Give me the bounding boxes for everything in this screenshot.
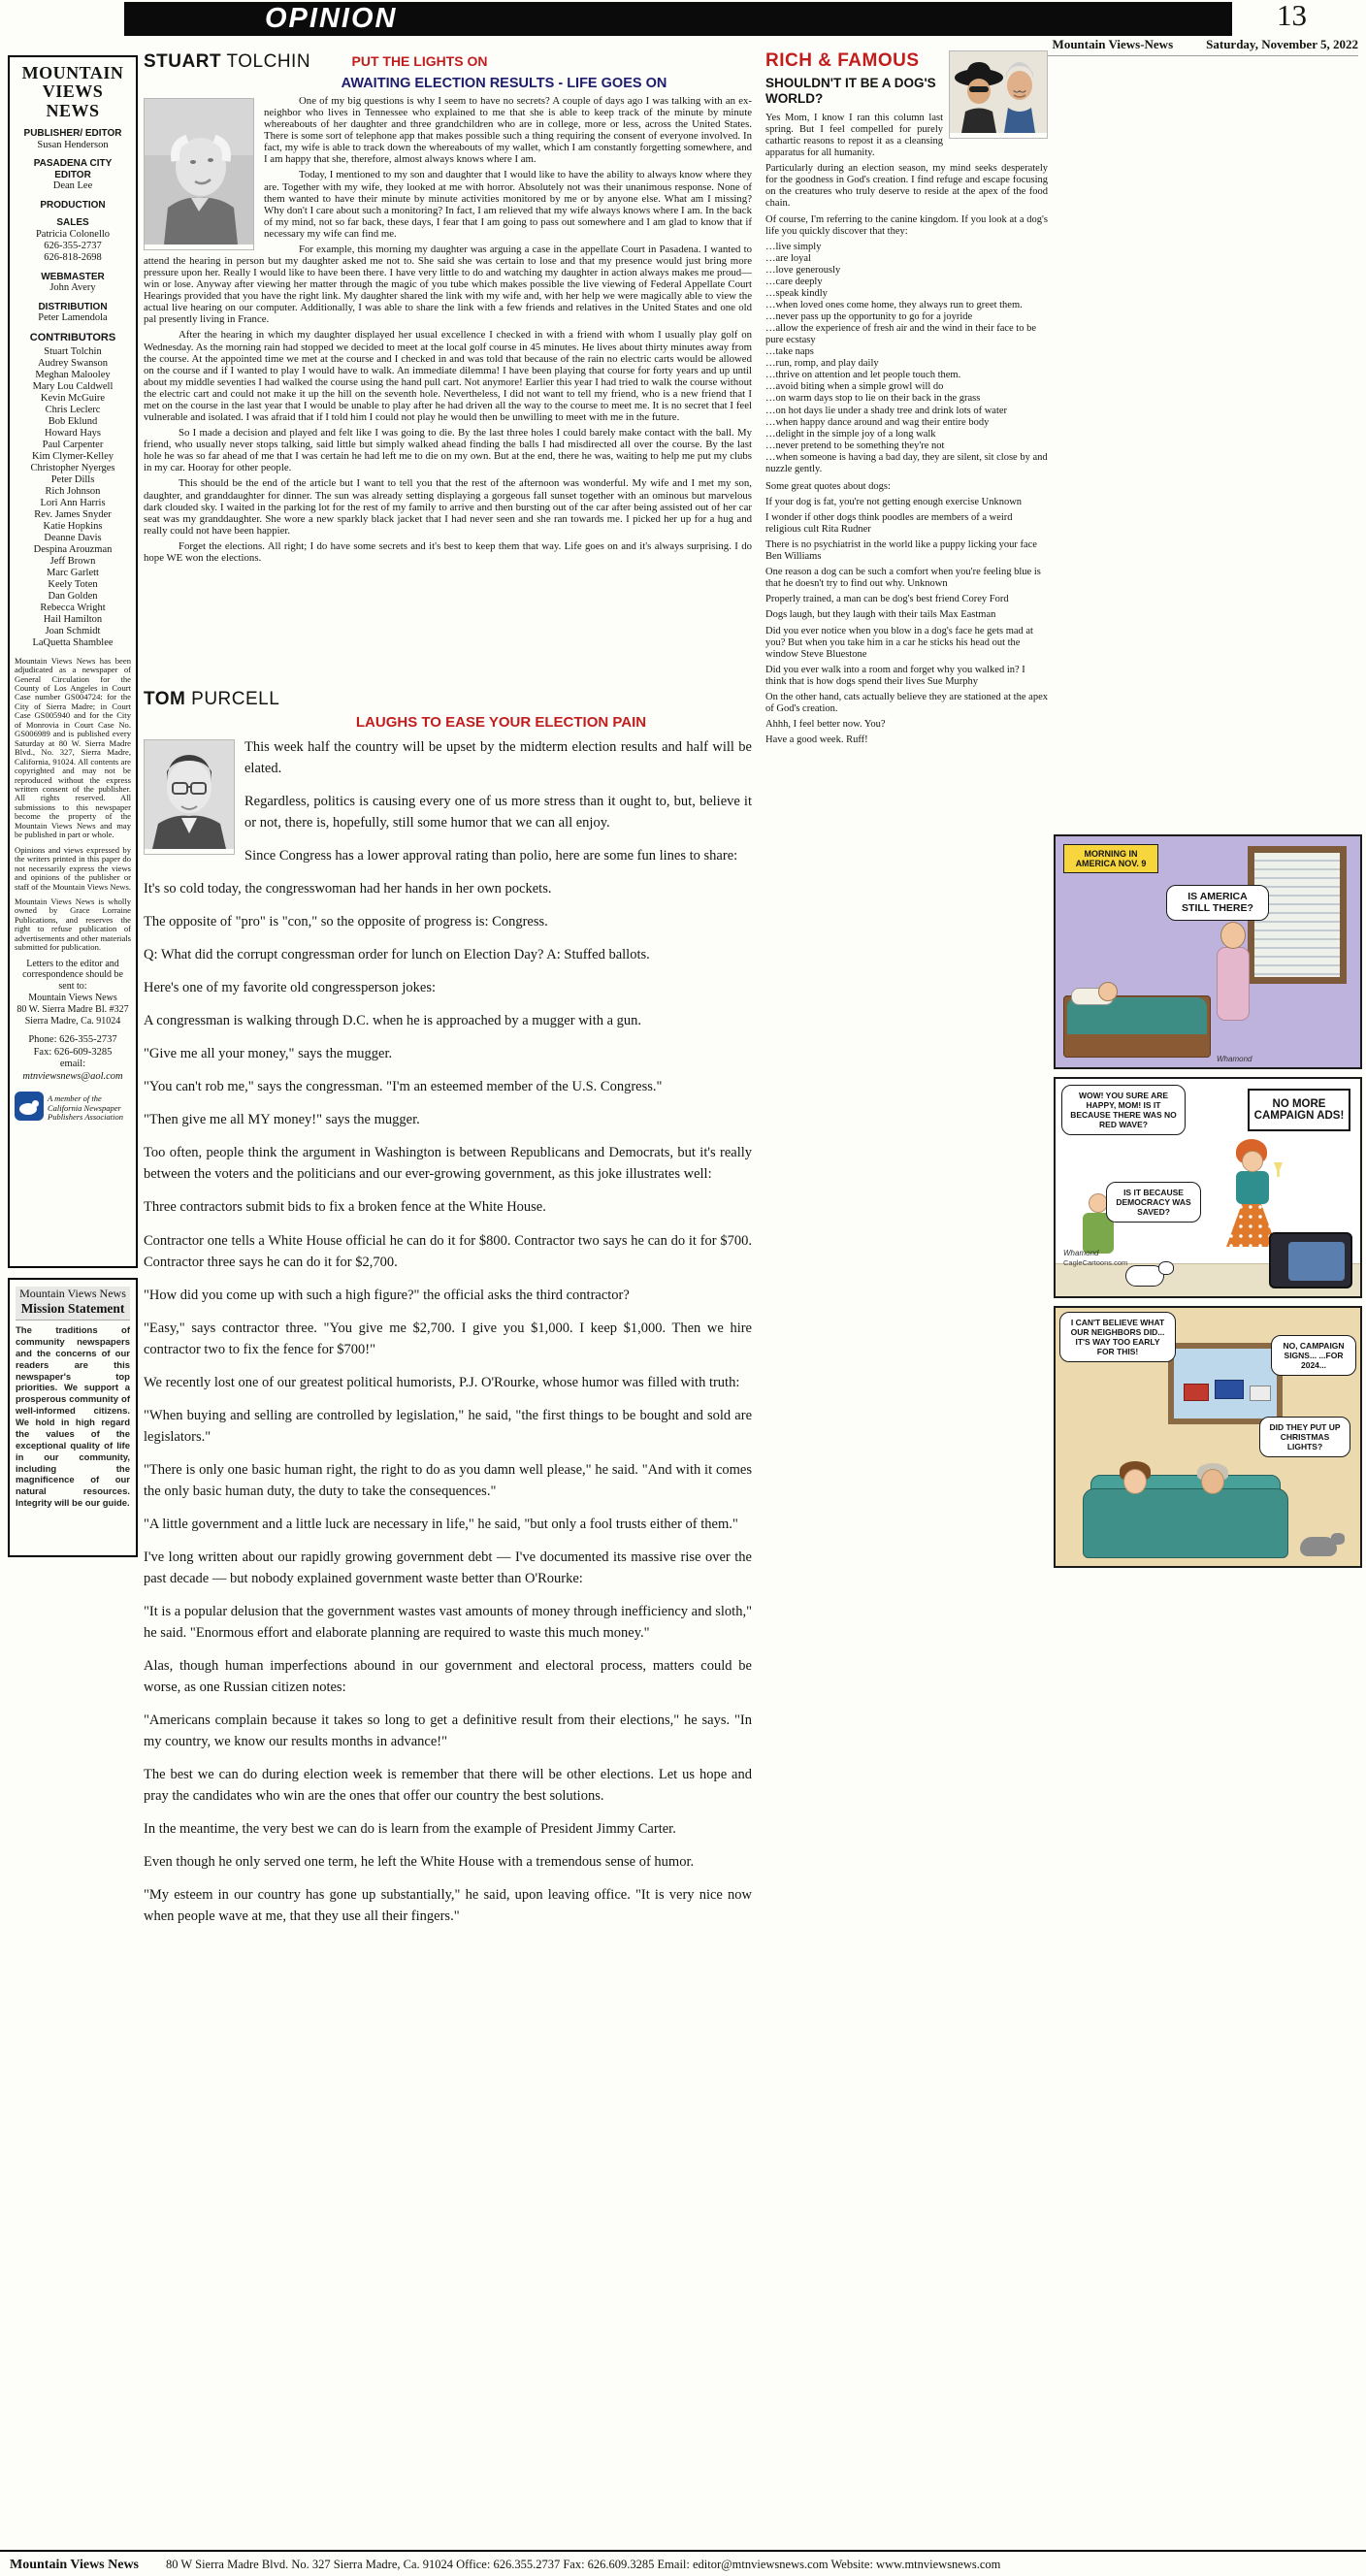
footer-paper-name: Mountain Views News bbox=[10, 2558, 140, 2572]
cnpa-text: A member of the California Newspaper Publishers Association bbox=[48, 1092, 123, 1123]
author-last-name: PURCELL bbox=[191, 689, 280, 709]
author-first-name: STUART bbox=[144, 51, 222, 72]
speech-bubble: IS IT BECAUSE DEMOCRACY WAS SAVED? bbox=[1106, 1182, 1201, 1223]
article-paragraph: The best we can do during election week is remember that there will be other elections. Let us hope and pray the candidates who win are the ones that offer our country the best solutions. bbox=[144, 1767, 752, 1805]
yard-sign-red bbox=[1184, 1384, 1209, 1401]
sleeping-figure bbox=[1098, 982, 1118, 1001]
role-title: PRODUCTION bbox=[40, 199, 106, 211]
author-last-name: TOLCHIN bbox=[226, 51, 311, 72]
article-paragraph: So I made a decision and played and felt like I was going to die. By the last three holes I could barely make contact with the ball. My friend, who usually never stops talking, said little but simply walked ahead finding the balls I had misdirected all over the course. By the last hole he was so far ahead of me that I was certain he had left me to die on my own. But at the end, there he was, waiting to help me put my clubs in my car. Hooray for other people. bbox=[144, 427, 752, 474]
standing-figure-head bbox=[1220, 922, 1246, 949]
mission-heading: Mission Statement bbox=[16, 1301, 130, 1321]
speech-bubble: I CAN'T BELIEVE WHAT OUR NEIGHBORS DID... IT'S WAY TOO EARLY FOR THIS! bbox=[1059, 1312, 1176, 1362]
dog-trait: …on hot days lie under a shady tree and drink lots of water bbox=[765, 405, 1008, 416]
champagne-glass bbox=[1274, 1162, 1283, 1177]
dog-graphic-head bbox=[1158, 1261, 1174, 1275]
contributors-heading: CONTRIBUTORS bbox=[29, 332, 116, 344]
letters-address bbox=[15, 959, 131, 1027]
article-paragraph: Three contractors submit bids to fix a broken fence at the White House. bbox=[144, 1199, 546, 1216]
role-names: John Avery bbox=[49, 282, 96, 294]
article-paragraph: Forget the elections. All right; I do have some secrets and it's best to keep them that way. Life goes on and it's always surprising. I do hope WE won the elections. bbox=[144, 539, 752, 564]
masthead-line: NEWS bbox=[46, 100, 100, 120]
author-name bbox=[144, 689, 279, 709]
role-names: Peter Lamendola bbox=[38, 312, 108, 324]
column-title: SHOULDN'T IT BE A DOG'S WORLD? bbox=[765, 76, 936, 106]
dog-trait: …delight in the simple joy of a long walk bbox=[765, 428, 936, 440]
editorial-cartoons bbox=[1054, 834, 1362, 1576]
contributor-name: Jeff Brown bbox=[49, 555, 96, 567]
role-title: DISTRIBUTION bbox=[38, 301, 108, 312]
contributor-name: Dan Golden bbox=[48, 590, 98, 602]
column-paragraph: Have a good week. Ruff! bbox=[765, 734, 868, 746]
column-closing bbox=[765, 692, 1048, 746]
article-paragraph: "My esteem in our country has gone up substantially," he said, upon leaving office. "It is very nice now when people wave at me, that they use all their fingers." bbox=[144, 1887, 752, 1925]
staff-role bbox=[15, 217, 131, 265]
author-first-name: TOM bbox=[144, 689, 186, 709]
yard-sign-white bbox=[1250, 1386, 1271, 1401]
dog-trait: …on warm days stop to lie on their back in the grass bbox=[765, 393, 981, 405]
dog-trait: …when loved ones come home, they always run to greet them. bbox=[765, 299, 1023, 310]
contributor-name: Rich Johnson bbox=[45, 486, 101, 498]
contributor-name: Stuart Tolchin bbox=[44, 346, 102, 358]
speech-bubble: NO, CAMPAIGN SIGNS... ...FOR 2024... bbox=[1271, 1335, 1356, 1376]
article-paragraph: "How did you come up with such a high figure?" the official asks the third contractor? bbox=[144, 1287, 630, 1303]
quotes-intro: Some great quotes about dogs: bbox=[765, 480, 891, 492]
column-paragraph: Ahhh, I feel better now. You? bbox=[765, 718, 886, 730]
woman-one-head bbox=[1123, 1469, 1147, 1494]
legal-paragraph: Opinions and views expressed by the writers printed in this paper do not necessarily express the views and opinions of the publisher or staff of the Mountain Views News. bbox=[15, 844, 131, 892]
dog-quote: There is no psychiatrist in the world like a puppy licking your face Ben Williams bbox=[765, 539, 1037, 563]
contact-line: email: bbox=[59, 1059, 86, 1070]
rich-and-famous-photo bbox=[949, 50, 1048, 139]
contributor-name: Katie Hopkins bbox=[43, 520, 103, 532]
cartoon-caption: MORNING IN AMERICA NOV. 9 bbox=[1063, 844, 1158, 873]
article-paragraph: It's so cold today, the congresswoman had her hands in her own pockets. bbox=[144, 881, 552, 897]
tom-purcell-photo bbox=[144, 739, 235, 855]
letters-line: Mountain Views News bbox=[28, 993, 117, 1004]
speech-bubble: IS AMERICA STILL THERE? bbox=[1166, 885, 1269, 921]
article-body bbox=[144, 736, 752, 1927]
dog-quote: One reason a dog can be such a comfort when you're feeling blue is that he doesn't try to find out why. Unknown bbox=[765, 567, 1041, 590]
staff-role bbox=[15, 158, 131, 192]
staff-role bbox=[15, 302, 131, 325]
masthead-line: MOUNTAIN bbox=[21, 63, 124, 82]
article-paragraph: We recently lost one of our greatest political humorists, P.J. O'Rourke, whose humor was filled with truth: bbox=[144, 1374, 740, 1390]
kid-figure-head bbox=[1089, 1193, 1108, 1213]
cartoon-no-more-campaign-ads bbox=[1054, 1077, 1362, 1298]
paper-name: Mountain Views-News bbox=[1052, 37, 1174, 51]
article-paragraph: Today, I mentioned to my son and daughter that I would like to have the ability to always know where they are. Together with my wife, they looked at me with horror. Absolutely not was their unanimous response. None of them wanted to have their minute by minute activities monitored by me or by anyone else. What am I missing? Why don't I care about such a monitoring? In fact, I am relieved that my wife always knows where I am. In the back of my mind, not so far back, these days, I fear that I am going to pass out somewhere and I am glad to know that if necessary my wife can find me. bbox=[264, 169, 752, 240]
article-paragraph: "When buying and selling are controlled by legislation," he said, "the first things to be bought and sold are legislators." bbox=[144, 1407, 752, 1445]
article-body bbox=[144, 95, 752, 564]
cartoon-morning-in-america bbox=[1054, 834, 1362, 1069]
column-paragraph: Particularly during an election season, my mind seeks desperately for the goodness in God's creation. I find refuge and escape focusing on the creatures who truly deserve to reside at the apex of the food chain. bbox=[765, 163, 1048, 210]
role-names: Patricia Colonello 626-355-2737 626-818-2698 bbox=[35, 228, 111, 264]
yard-sign-blue bbox=[1215, 1380, 1244, 1399]
article-paragraph: "Then give me all MY money!" says the mugger. bbox=[144, 1112, 420, 1128]
article-paragraph: One of my big questions is why I seem to have no secrets? A couple of days ago I was talking with an ex-neighbor who lives in Tennessee who explained to me that she is able to keep track of the minute by minute whereabouts of her daughter and three grandchildren who are in college, more or less, across the United States. There is some sort of telephone app that makes possible such a thing requiring the consent of everyone involved. In fact, my wife is able to track down the whereabouts of my wallet, which I am constantly forgetting somewhere, and I am happy that she, therefore, almost always knows where I am. bbox=[264, 95, 752, 166]
article-paragraph: Since Congress has a lower approval rating than polio, here are some fun lines to share: bbox=[244, 848, 738, 864]
letters-line: Letters to the editor and correspondence should be sent to: bbox=[22, 958, 123, 993]
article-paragraph: Q: What did the corrupt congressman order for lunch on Election Day? A: Stuffed ballots. bbox=[144, 947, 650, 963]
cartoonist-signature: Whamond bbox=[1217, 1055, 1252, 1063]
article-paragraph: For example, this morning my daughter was arguing a case in the appellate Court in Pasadena. I wanted to attend the hearing in person but my daughter asked me not to. She said she was certain to lose and that my presence would just bring more pressure upon her. Really I would like to have been there. I have very little to do and watching my daughter in action always makes me proud—win or lose. Anyway after viewing her matter through the magic of you tube which makes possible the live viewing of Federal Appellate Court Hearings provided that you have the right link. My daughter shared the link with my wife and, with her help we were magically able to view the actual live hearing on our computer. Additionally, I was able to share the link with a few friends and relatives in the United States and one old pal presently living in France. bbox=[144, 243, 752, 326]
contributor-name: Marc Garlett bbox=[47, 567, 99, 578]
woman-two-head bbox=[1201, 1469, 1224, 1494]
article-tolchin bbox=[144, 51, 752, 689]
contributor-name: Rev. James Snyder bbox=[34, 509, 112, 520]
article-paragraph: The opposite of "pro" is "con," so the opposite of progress is: Congress. bbox=[144, 914, 548, 930]
dog-trait: …avoid biting when a simple growl will do bbox=[765, 381, 944, 393]
contact-line: Phone: 626-355-2737 bbox=[28, 1034, 117, 1046]
dog-quote: Properly trained, a man can be dog's best friend Corey Ford bbox=[765, 594, 1009, 605]
column-paragraph: Yes Mom, I know I ran this column last spring. But I feel compelled for purely cathartic reasons to repost it as a cleansing apparatus for all humanity. bbox=[765, 113, 943, 159]
cnpa-logo-icon bbox=[15, 1092, 44, 1125]
article-purcell bbox=[144, 689, 752, 2525]
letters-line: Sierra Madre, Ca. 91024 bbox=[24, 1015, 121, 1027]
dancing-mom-head bbox=[1242, 1151, 1263, 1172]
contributor-name: Chris Leclerc bbox=[45, 405, 101, 416]
staff-role bbox=[15, 200, 131, 212]
dog-quote: Dogs laugh, but they laugh with their tails Max Eastman bbox=[765, 609, 996, 621]
cartoon-credit: CagleCartoons.com bbox=[1063, 1258, 1128, 1267]
dog-quote: Did you ever walk into a room and forget why you walked in? I think that is how dogs spend their lives Sue Murphy bbox=[765, 664, 1025, 687]
tv-screen-graphic bbox=[1288, 1242, 1345, 1281]
role-title: WEBMASTER bbox=[41, 271, 105, 282]
role-title: SALES bbox=[56, 217, 89, 229]
contributor-name: Rebecca Wright bbox=[40, 602, 106, 613]
article-paragraph: "It is a popular delusion that the government wastes vast amounts of money through inefficiency and sloth," he said. "Enormous effort and elaborate planning are required to waste this much money." bbox=[144, 1603, 752, 1641]
dog-quote: If your dog is fat, you're not getting enough exercise Unknown bbox=[765, 496, 1023, 507]
contributor-name: Christopher Nyerges bbox=[30, 463, 115, 474]
contributor-name: Hail Hamilton bbox=[43, 613, 103, 625]
article-paragraph: "You can't rob me," says the congressman. "I'm an esteemed member of the U.S. Congress." bbox=[144, 1079, 663, 1095]
dog-trait: …allow the experience of fresh air and the wind in their face to be pure ecstasy bbox=[765, 323, 1037, 346]
article-header bbox=[144, 689, 752, 710]
contributor-name: Kevin McGuire bbox=[40, 393, 106, 405]
contributor-name: Paul Carpenter bbox=[42, 440, 104, 451]
dog-trait: …love generously bbox=[765, 264, 841, 276]
article-paragraph: "Give me all your money," says the mugger. bbox=[144, 1046, 393, 1062]
masthead-title bbox=[15, 64, 131, 120]
article-paragraph: Contractor one tells a White House official he can do it for $800. Contractor two says he can do it for $700. Contractor three says he can do it for $2,700. bbox=[144, 1232, 752, 1270]
article-paragraph: "Americans complain because it takes so long to get a definitive result from their elections," he says. "In my country, we know our results months in advance!" bbox=[144, 1712, 752, 1750]
page-number: 13 bbox=[1277, 0, 1307, 32]
dog-trait: …when happy dance around and wag their entire body bbox=[765, 416, 990, 428]
article-kicker: PUT THE LIGHTS ON bbox=[351, 53, 488, 69]
speech-bubble: WOW! YOU SURE ARE HAPPY, MOM! IS IT BECAUSE THERE WAS NO RED WAVE? bbox=[1061, 1085, 1186, 1135]
contributor-name: Mary Lou Caldwell bbox=[32, 381, 114, 393]
article-paragraph: I've long written about our rapidly growing government debt — I've documented its massive rise over the past decade — but nobody explained government waste better than O'Rourke: bbox=[144, 1549, 752, 1586]
footer-contact-info: 80 W Sierra Madre Blvd. No. 327 Sierra Madre, Ca. 91024 Office: 626.355.2737 Fax: 626.609.3285 Email: editor@mtnviewsnews.com Website: www.mtnviewsnews.com bbox=[166, 2558, 1001, 2571]
staff-role bbox=[15, 128, 131, 151]
staff-roles bbox=[15, 128, 131, 324]
contributor-name: Joan Schmidt bbox=[45, 625, 101, 636]
dog-traits-list bbox=[765, 242, 1048, 475]
contributor-name: Howard Hays bbox=[44, 428, 102, 440]
role-names: Dean Lee bbox=[52, 180, 93, 192]
contributor-name: Kim Clymer-Kelley bbox=[31, 451, 114, 463]
column-paragraph: Of course, I'm referring to the canine kingdom. If you look at a dog's life you quickly discover that they: bbox=[765, 213, 1048, 237]
article-paragraph: Here's one of my favorite old congressperson jokes: bbox=[144, 980, 436, 996]
contributor-name: Peter Dills bbox=[50, 474, 95, 486]
dog-trait: …care deeply bbox=[765, 276, 823, 287]
masthead-line: VIEWS bbox=[42, 82, 104, 102]
article-header bbox=[144, 51, 752, 73]
article-title: AWAITING ELECTION RESULTS - LIFE GOES ON bbox=[341, 76, 667, 91]
column-body bbox=[765, 113, 1048, 746]
article-paragraph: This should be the end of the article but I want to tell you that the rest of the afternoon was wonderful. My wife and I met my son, daughter, and granddaughter for dinner. The sun was already setting displaying a gorgeous fall sunset together with an ominous but marvelous dark clouded sky. I waited in the parking lot for the rest of my family to arrive and then bursting out of the car after being assisted out of her car seat was my granddaughter. She wore a new sparkly black jacket that I had never seen and she ran towards me. I picked her up for a hug and really could not have been happier. bbox=[144, 477, 752, 537]
contributor-name: Lori Ann Harris bbox=[40, 498, 106, 509]
dog-trait: …are loyal bbox=[765, 252, 811, 264]
column-paragraph: On the other hand, cats actually believe they are stationed at the apex of God's creation. bbox=[765, 691, 1048, 714]
letters-line: 80 W. Sierra Madre Bl. #327 bbox=[16, 1003, 129, 1015]
article-paragraphs bbox=[144, 736, 752, 1927]
contact-line: Fax: 626-609-3285 bbox=[33, 1046, 113, 1058]
column-heading: RICH & FAMOUS bbox=[765, 50, 920, 71]
legal-paragraph: Mountain Views News is wholly owned by Grace Lorraine Publications, and reserves the right to refuse publication of advertisements and other materials submitted for publication. bbox=[15, 896, 131, 953]
article-paragraph: "A little government and a little luck are necessary in life," he said, "but only a fool trusts either of them." bbox=[144, 1516, 738, 1532]
contributor-name: Bob Eklund bbox=[48, 416, 98, 428]
article-paragraph: "Easy," says contractor three. "You give me $2,700. I give you $1,000. I keep $1,000. Then we hire contractor two to fix the fence for $700!" bbox=[144, 1320, 752, 1357]
article-paragraph: This week half the country will be upset by the midterm election results and half will be elated. bbox=[244, 739, 752, 777]
dog-trait: …thrive on attention and let people touch them. bbox=[765, 370, 961, 381]
dog-quote: I wonder if other dogs think poodles are members of a weird religious cult Rita Rudner bbox=[765, 512, 1013, 536]
article-paragraph: Too often, people think the argument in Washington is between Republicans and Democrats, but it's really between the voters and the politicians and our ever-growing government, as this joke illustrates well: bbox=[144, 1145, 752, 1183]
article-paragraph: Regardless, politics is causing every one of us more stress than it ought to, but, believe it or not, there is, hopefully, still some humor that we can all enjoy. bbox=[244, 794, 752, 831]
article-paragraph: Even though he only served one term, he left the White House with a tremendous sense of humor. bbox=[144, 1854, 695, 1871]
standing-figure bbox=[1217, 947, 1250, 1021]
staff-role bbox=[15, 272, 131, 295]
article-paragraph: After the hearing in which my daughter displayed her usual excellence I checked in with a friend with whom I usually play golf on Wednesday. As the morning rain had stopped we decided to meet at the local golf course in 45 minutes. He lives about thirty minutes away from the course. At the appointed time we met at the course and I checked in and was told that because of the rain no electric carts would be allowed on the course and if I wanted to play I would have to walk. An immediate dilemma! I have been playing that course for forty years and up until about my middle seventies I had walked the course using the hand pull cart. Not anymore! Earlier this year I had tried to walk the course without the electric cart and could not make it up the hill on the seventh hole. Nevertheless, I did not want to tell my friend, who is a new friend that I met on the course in the last year that I would be unable to play after he had driven all the way to the course to meet me. It is no secret that I feel vulnerable and isolated. I was afraid that if I told him I could not play he would then be unwilling to meet with me in the future. bbox=[144, 329, 752, 424]
dog-trait: …never pass up the opportunity to go for a joyride bbox=[765, 311, 973, 323]
cat-graphic-head bbox=[1331, 1533, 1345, 1545]
contributor-name: Despina Arouzman bbox=[33, 543, 113, 555]
contributor-name: LaQuetta Shamblee bbox=[32, 636, 114, 648]
article-paragraph: In the meantime, the very best we can do is learn from the example of President Jimmy Carter. bbox=[144, 1821, 676, 1838]
legal-notices bbox=[15, 657, 131, 953]
role-title: PASADENA CITY EDITOR bbox=[33, 158, 113, 180]
dog-trait: …never pretend to be something they're not bbox=[765, 440, 945, 451]
contact-block bbox=[15, 1034, 131, 1083]
contact-line: mtnviewsnews@aol.com bbox=[22, 1070, 123, 1082]
role-names: Susan Henderson bbox=[37, 139, 109, 150]
role-title: PUBLISHER/ EDITOR bbox=[23, 128, 122, 140]
dog-trait: …speak kindly bbox=[765, 287, 828, 299]
issue-date: Saturday, November 5, 2022 bbox=[1206, 37, 1358, 51]
article-title: LAUGHS TO EASE YOUR ELECTION PAIN bbox=[355, 714, 647, 731]
dog-trait: …take naps bbox=[765, 346, 814, 358]
article-paragraph: "There is only one basic human right, the right to do as you damn well please," he said. "And with it comes the only basic human duty, the duty to take the consequences." bbox=[144, 1461, 752, 1499]
article-paragraph: Alas, though human imperfections abound in our government and electoral process, matters could be worse, as one Russian citizen notes: bbox=[144, 1657, 752, 1695]
dog-quotes-list bbox=[765, 497, 1048, 688]
mission-statement-box bbox=[8, 1278, 138, 1557]
masthead-sidebar bbox=[8, 55, 138, 1268]
dog-trait: …run, romp, and play daily bbox=[765, 358, 879, 370]
contributor-name: Meghan Malooley bbox=[35, 370, 111, 381]
article-paragraph: A congressman is walking through D.C. when he is approached by a mugger with a gun. bbox=[144, 1013, 642, 1029]
speech-bubble: NO MORE CAMPAIGN ADS! bbox=[1248, 1089, 1350, 1131]
contributors-list bbox=[15, 346, 131, 648]
page-footer bbox=[0, 2550, 1366, 2576]
cnpa-membership bbox=[15, 1092, 131, 1125]
cartoon-campaign-signs-2024 bbox=[1054, 1306, 1362, 1568]
mission-paper-name: Mountain Views News bbox=[16, 1287, 130, 1301]
dancing-mom-body bbox=[1236, 1171, 1269, 1204]
section-banner bbox=[124, 2, 1232, 36]
couch-graphic bbox=[1083, 1488, 1288, 1558]
cartoonist-signature: Whamond bbox=[1063, 1249, 1099, 1257]
contributor-name: Deanne Davis bbox=[44, 532, 102, 543]
section-title: OPINION bbox=[265, 3, 398, 34]
contributor-name: Keely Toten bbox=[48, 578, 98, 590]
contributor-name: Audrey Swanson bbox=[37, 358, 109, 370]
dog-quote: Did you ever notice when you blow in a dog's face he gets mad at you? But when you take him in a car he sticks his head out the window Steve Bluestone bbox=[765, 625, 1033, 660]
mission-text: The traditions of community newspapers and the concerns of our readers are this newspaper's top priorities. We support a prosperous community of well-informed citizens. We hold in high regard the values of the exceptional quality of life in our community, including the magnificence of our natural resources. Integrity will be our guide. bbox=[16, 1325, 130, 1510]
dog-trait: …live simply bbox=[765, 241, 822, 252]
legal-paragraph: Mountain Views News has been adjudicated as a newspaper of General Circulation for the County of Los Angeles in Court Case number GS004724: for the City of Sierra Madre; in Court Case GS005940 and for the City of Monrovia in Court Case No. GS006989 and is published every Saturday at 80 W. Sierra Madre Blvd., No. 327, Sierra Madre, California, 91024. All contents are copyrighted and may not be reproduced without the express written consent of the publisher. All rights reserved. All submissions to this newspaper become the property of the Mountain Views News and may be published in part or whole. bbox=[15, 655, 131, 840]
dateline bbox=[1028, 37, 1358, 56]
stuart-tolchin-photo bbox=[144, 98, 254, 250]
dog-trait: …when someone is having a bad day, they are silent, sit close by and nuzzle gently. bbox=[765, 451, 1048, 474]
speech-bubble: DID THEY PUT UP CHRISTMAS LIGHTS? bbox=[1259, 1417, 1350, 1457]
article-rich-and-famous bbox=[765, 50, 1048, 831]
